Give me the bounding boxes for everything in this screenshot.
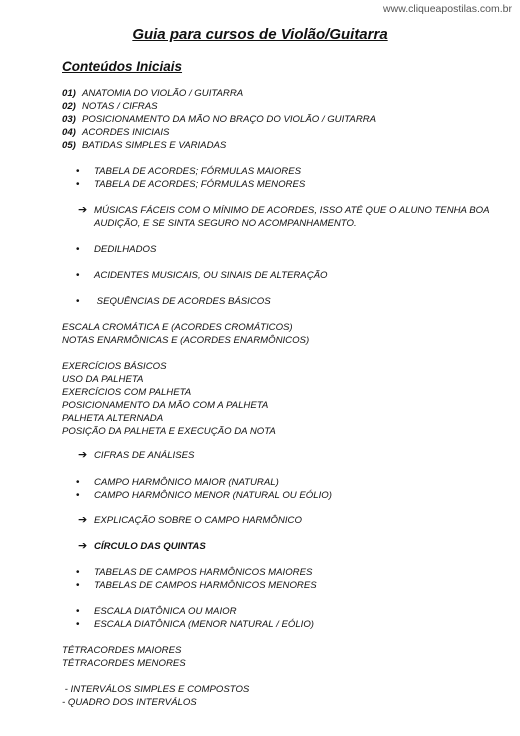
numbered-item — [62, 87, 243, 100]
bullet-icon: • — [76, 606, 80, 617]
plain-line: EXERCÍCIOS COM PALHETA — [62, 387, 192, 398]
bullet-icon: • — [76, 179, 80, 190]
bullet-icon: • — [76, 244, 80, 255]
arrow-item — [78, 449, 194, 462]
document-title: Guia para cursos de Violão/Guitarra — [132, 26, 388, 43]
item-number: 05) — [62, 140, 76, 151]
plain-line: TÉTRACORDES MAIORES — [62, 645, 182, 656]
bullet-item — [76, 618, 314, 631]
plain-line: ESCALA CROMÁTICA E (ACORDES CROMÁTICOS) — [62, 322, 293, 333]
bullet-icon: • — [76, 619, 80, 630]
bullet-item — [76, 566, 312, 579]
plain-line: PALHETA ALTERNADA — [62, 413, 164, 424]
bullet-icon: • — [76, 270, 80, 281]
bullet-text: TABELA DE ACORDES; FÓRMULAS MENORES — [94, 179, 306, 190]
bullet-icon: • — [76, 580, 80, 591]
arrow-item-continuation: AUDIÇÃO, E SE SINTA SEGURO NO ACOMPANHAMENTO. — [94, 218, 357, 229]
bullet-text: ACIDENTES MUSICAIS, OU SINAIS DE ALTERAÇÃO — [94, 270, 328, 281]
bullet-text: ESCALA DIATÔNICA OU MAIOR — [94, 606, 237, 617]
bullet-text: CAMPO HARMÔNICO MAIOR (NATURAL) — [94, 477, 279, 488]
bullet-item — [76, 295, 271, 308]
arrow-item — [78, 540, 206, 553]
arrow-text: CÍRCULO DAS QUINTAS — [94, 541, 206, 552]
numbered-item — [62, 113, 376, 126]
bullet-icon: • — [76, 567, 80, 578]
bullet-text: DEDILHADOS — [94, 244, 157, 255]
arrow-text: CIFRAS DE ANÁLISES — [94, 450, 195, 461]
item-text: NOTAS / CIFRAS — [82, 101, 158, 112]
bullet-item — [76, 476, 279, 489]
arrow-text: MÚSICAS FÁCEIS COM O MÍNIMO DE ACORDES, ISSO ATÉ QUE O ALUNO TENHA BOA — [94, 205, 490, 216]
item-text: POSICIONAMENTO DA MÃO NO BRAÇO DO VIOLÃO / GUITARRA — [82, 114, 377, 125]
bullet-item — [76, 489, 332, 502]
arrow-right-icon: ➔ — [78, 449, 88, 461]
item-text: BATIDAS SIMPLES E VARIADAS — [82, 140, 227, 151]
bullet-item — [76, 165, 301, 178]
bullet-text: TABELAS DE CAMPOS HARMÔNICOS MENORES — [94, 580, 317, 591]
bullet-text: CAMPO HARMÔNICO MENOR (NATURAL OU EÓLIO) — [94, 490, 332, 501]
numbered-item — [62, 139, 226, 152]
arrow-right-icon: ➔ — [78, 514, 88, 526]
arrow-item — [78, 204, 490, 217]
plain-line: - INTERVÁLOS SIMPLES E COMPOSTOS — [62, 684, 250, 695]
item-number: 04) — [62, 127, 76, 138]
bullet-text: TABELAS DE CAMPOS HARMÔNICOS MAIORES — [94, 567, 313, 578]
bullet-item — [76, 178, 305, 191]
bullet-icon: • — [76, 490, 80, 501]
bullet-text: TABELA DE ACORDES; FÓRMULAS MAIORES — [94, 166, 302, 177]
numbered-item — [62, 126, 169, 139]
bullet-icon: • — [76, 296, 80, 307]
item-number: 02) — [62, 101, 76, 112]
bullet-icon: • — [76, 477, 80, 488]
arrow-item — [78, 514, 302, 527]
item-number: 03) — [62, 114, 76, 125]
bullet-item — [76, 605, 237, 618]
plain-line: - QUADRO DOS INTERVÁLOS — [62, 697, 197, 708]
plain-line: POSICIONAMENTO DA MÃO COM A PALHETA — [62, 400, 269, 411]
section-heading: Conteúdos Iniciais — [62, 59, 183, 74]
plain-line: EXERCÍCIOS BÁSICOS — [62, 361, 167, 372]
item-number: 01) — [62, 88, 76, 99]
bullet-item — [76, 579, 317, 592]
plain-line: USO DA PALHETA — [62, 374, 144, 385]
item-text: ANATOMIA DO VIOLÃO / GUITARRA — [82, 88, 244, 99]
bullet-icon: • — [76, 166, 80, 177]
arrow-right-icon: ➔ — [78, 204, 88, 216]
item-text: ACORDES INICIAIS — [82, 127, 170, 138]
watermark-url: www.cliqueapostilas.com.br — [383, 3, 512, 15]
arrow-text: EXPLICAÇÃO SOBRE O CAMPO HARMÔNICO — [94, 515, 302, 526]
arrow-right-icon: ➔ — [78, 540, 88, 552]
plain-line: TÉTRACORDES MENORES — [62, 658, 186, 669]
bullet-text: SEQUÊNCIAS DE ACORDES BÁSICOS — [94, 296, 271, 307]
plain-line: NOTAS ENARMÔNICAS E (ACORDES ENARMÔNICOS) — [62, 335, 310, 346]
bullet-text: ESCALA DIATÔNICA (MENOR NATURAL / EÓLIO) — [94, 619, 314, 630]
numbered-item — [62, 100, 158, 113]
bullet-item — [76, 243, 156, 256]
bullet-item — [76, 269, 328, 282]
plain-line: POSIÇÃO DA PALHETA E EXECUÇÃO DA NOTA — [62, 426, 276, 437]
